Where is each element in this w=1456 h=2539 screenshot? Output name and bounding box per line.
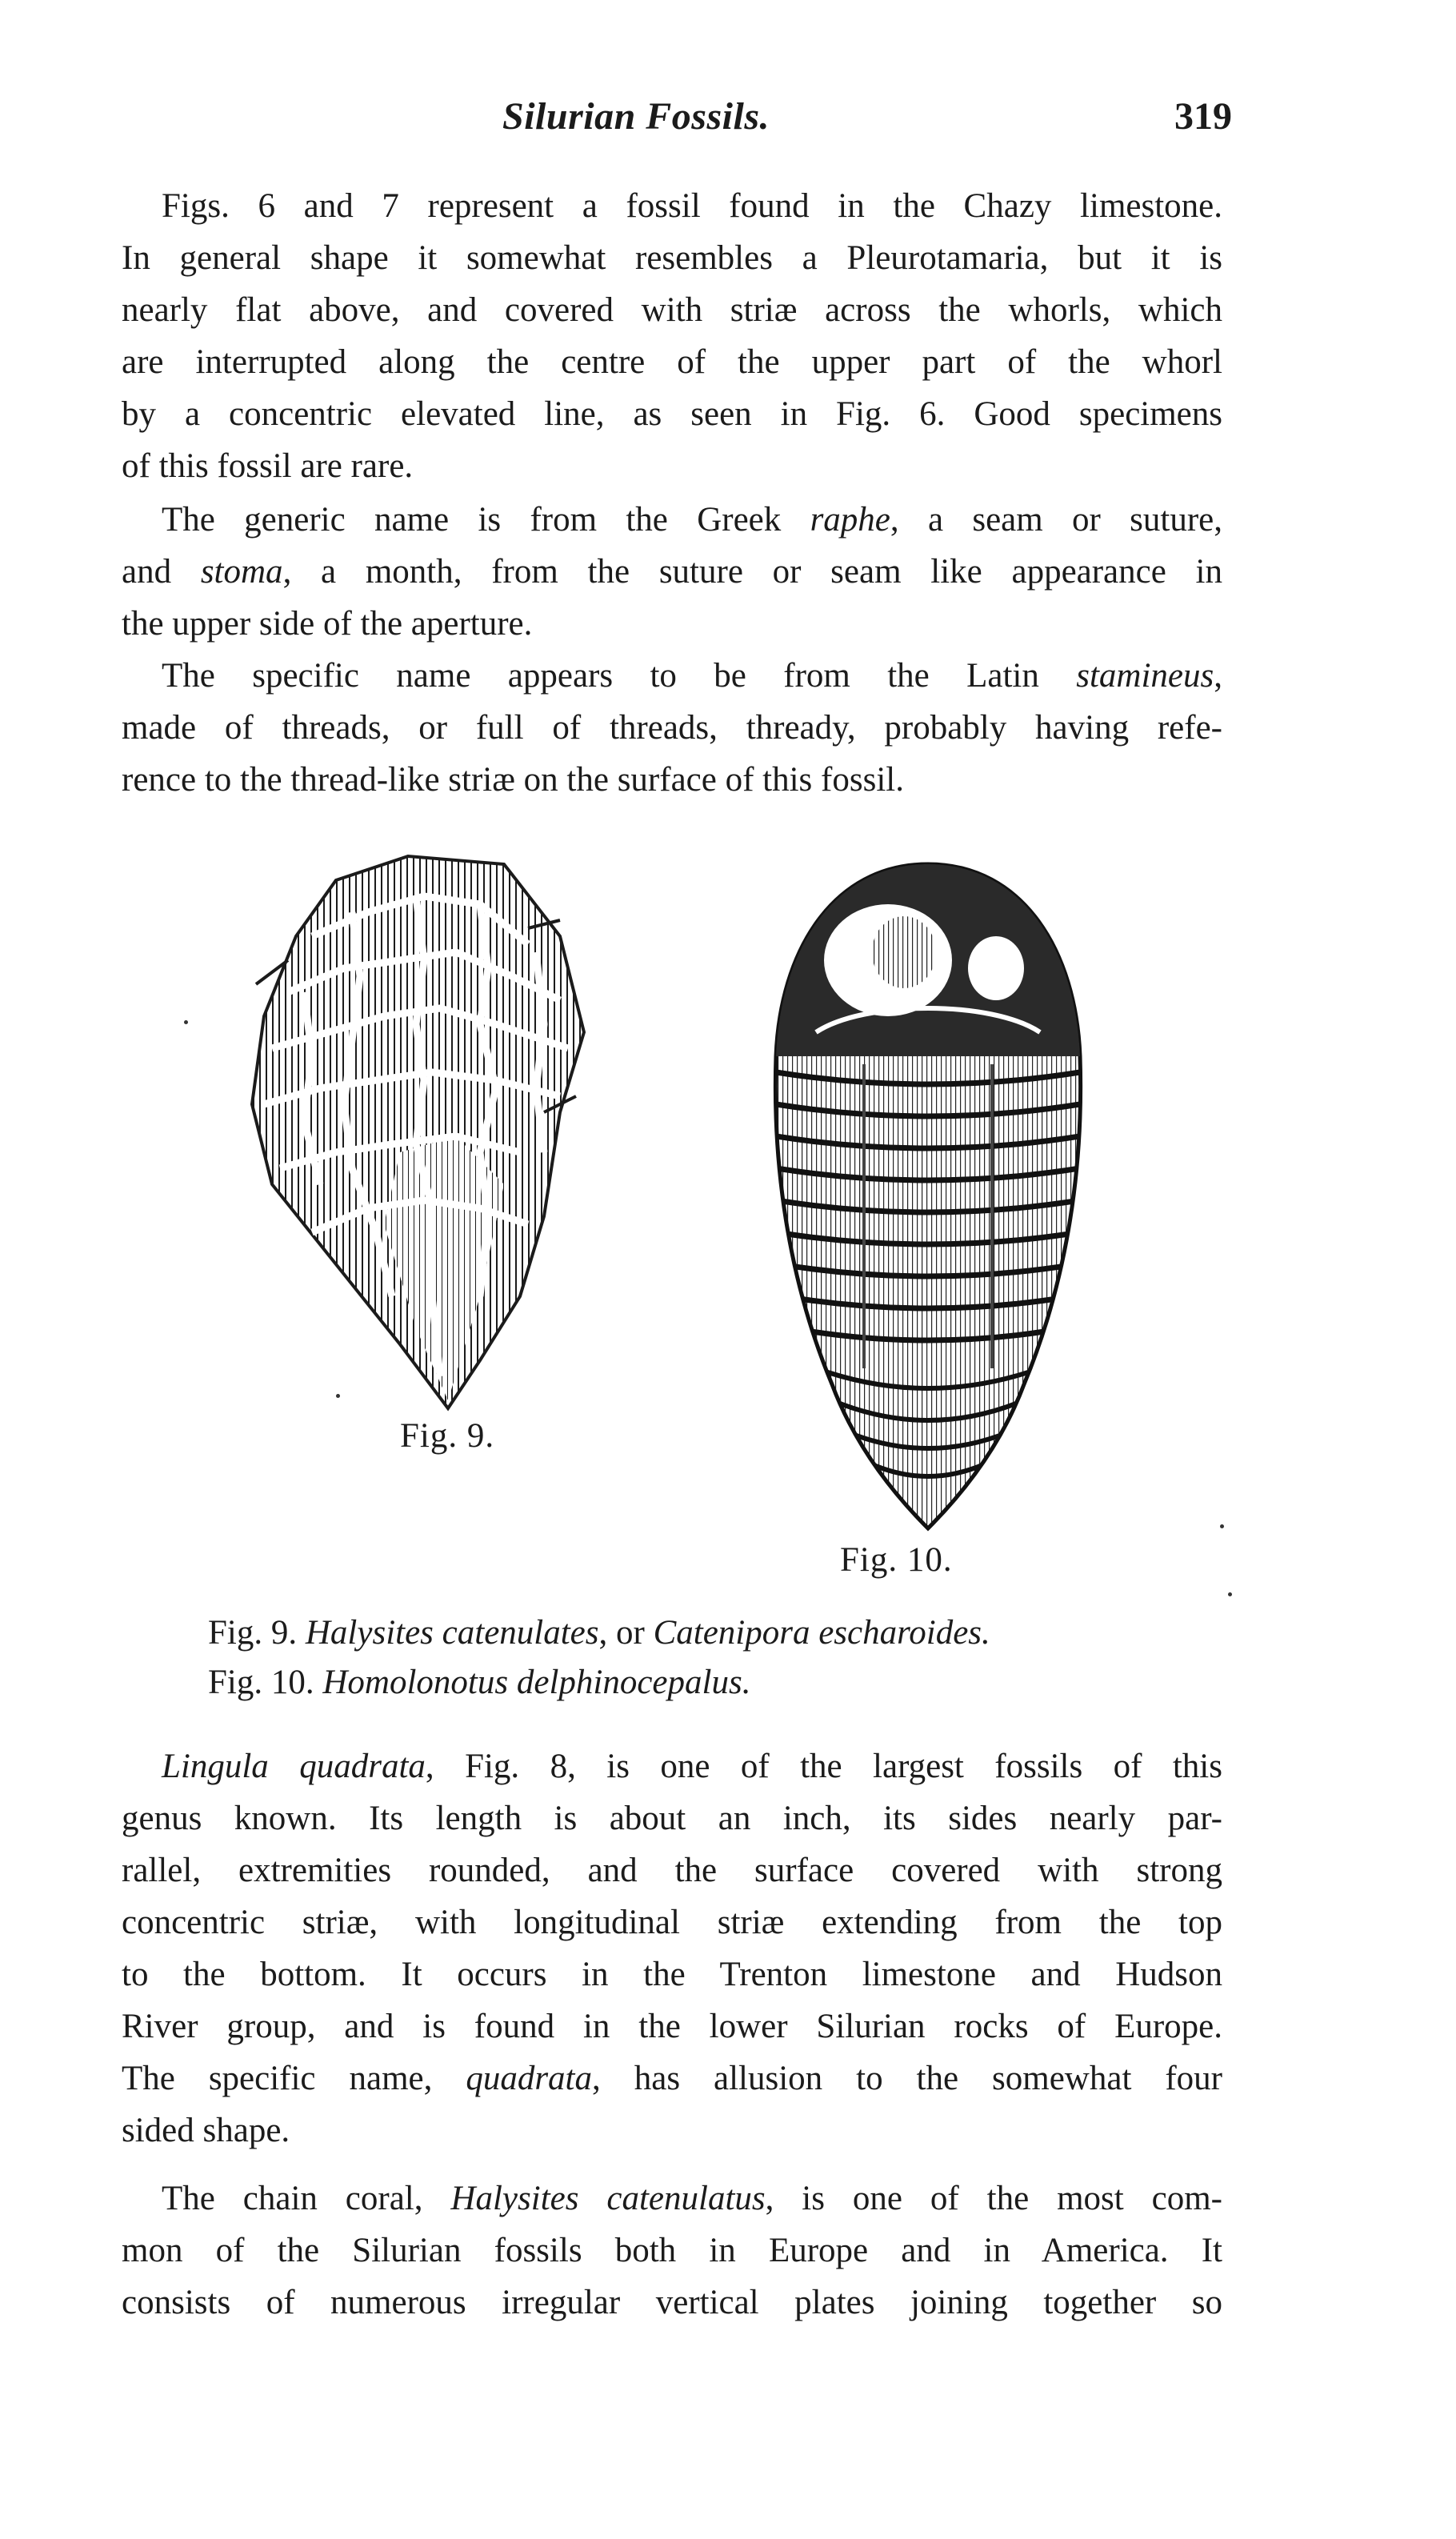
text-line: The generic name is from the Greek raphe, a seam or suture, [162,501,1222,539]
text-line: Figs. 6 and 7 represent a fossil found in the Chazy limestone. [162,187,1222,225]
paragraph-generic-name [122,494,1222,650]
text-line: made of threads, or full of threads, thready, probably having refe- [122,709,1222,747]
text-line: Lingula quadrata, Fig. 8, is one of the largest fossils of this [162,1748,1222,1785]
text-line: The chain coral, Halysites catenulatus, is one of the most com- [162,2180,1222,2217]
text-line: genus known. Its length is about an inch, its sides nearly par- [122,1800,1222,1837]
scan-speck [336,1394,340,1398]
text-line: mon of the Silurian fossils both in Europe and in America. It [122,2232,1222,2269]
text-line: the upper side of the aperture. [122,605,533,643]
term-stamineus: stamineus [1076,657,1214,695]
text-line: consists of numerous irregular vertical plates joining together so [122,2284,1222,2321]
running-header [0,94,1456,150]
text-line: River group, and is found in the lower Silurian rocks of Europe. [122,2008,1222,2045]
paragraph-chazy-fossil [122,180,1222,492]
term-stoma: stoma [200,553,283,591]
text-line: to the bottom. It occurs in the Trenton limestone and Hudson [122,1956,1222,1993]
term-halysites-catenulatus: Halysites catenulatus [450,2180,766,2217]
figure-captions [208,1608,1248,1708]
paragraph-lingula [122,1740,1222,2157]
paragraph-chain-coral [122,2173,1222,2329]
text-line: sided shape. [122,2112,290,2149]
paragraph-specific-name [122,650,1222,806]
text-line: The specific name appears to be from the Latin stamineus, [162,657,1222,695]
fig9-halysites-illustration [240,848,616,1424]
scan-speck [1228,1592,1232,1596]
fig10-label: Fig. 10. [840,1541,953,1579]
scan-speck [184,1020,188,1024]
fig9-label: Fig. 9. [400,1417,495,1455]
term-lingula-quadrata: Lingula quadrata [162,1748,426,1785]
fig10-homolonotus-illustration [768,856,1088,1536]
text-line: The specific name, quadrata, has allusion to the somewhat four [122,2060,1222,2097]
text-line: and stoma, a month, from the suture or seam like appearance in [122,553,1222,591]
caption-fig9: Fig. 9. Halysites catenulates, or Catenipora escharoides. [208,1614,990,1652]
text-line: rallel, extremities rounded, and the surface covered with strong [122,1852,1222,1889]
term-quadrata: quadrata [466,2060,593,2097]
text-line: of this fossil are rare. [122,447,414,485]
scan-speck [1220,1524,1224,1528]
running-title: Silurian Fossils. [502,95,770,138]
text-line: nearly flat above, and covered with striæ across the whorls, which [122,291,1222,329]
text-line: are interrupted along the centre of the upper part of the whorl [122,343,1222,381]
caption-fig10: Fig. 10. Homolonotus delphinocepalus. [208,1664,751,1701]
text-line: In general shape it somewhat resembles a Pleurotamaria, but it is [122,239,1222,277]
text-line: rence to the thread-like striæ on the surface of this fossil. [122,761,904,799]
term-raphe: raphe [810,501,890,539]
text-line: concentric striæ, with longitudinal striæ extending from the top [122,1904,1222,1941]
page-number: 319 [1174,95,1232,138]
text-line: by a concentric elevated line, as seen in Fig. 6. Good specimens [122,395,1222,433]
